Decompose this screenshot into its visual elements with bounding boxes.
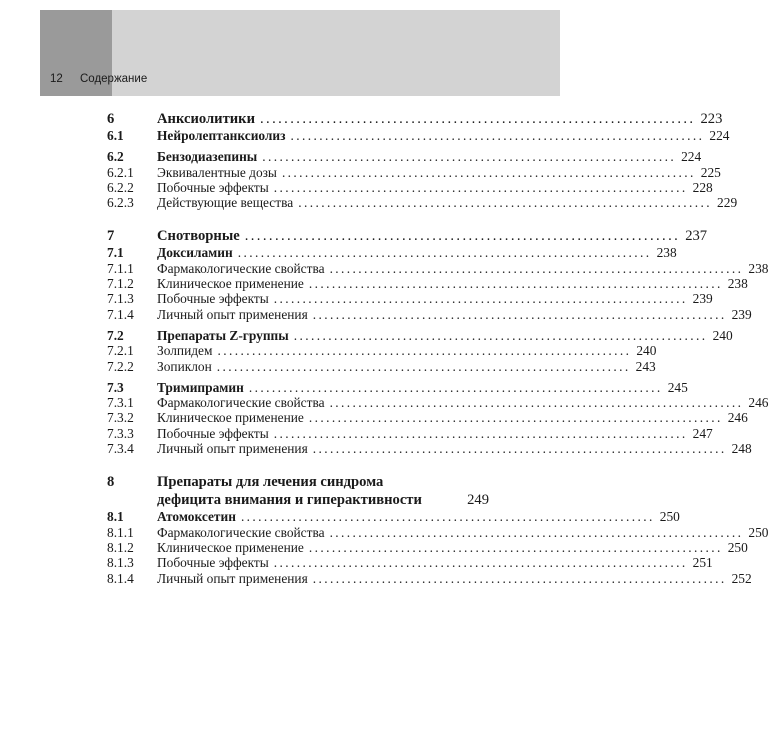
toc-page: 240 [712, 327, 733, 343]
toc-number: 7.3.4 [107, 441, 134, 457]
toc-title: Личный опыт применения [157, 441, 308, 457]
toc-number: 7.3.1 [107, 395, 134, 411]
toc-leader: ........................................................................ [298, 195, 713, 211]
toc-entry-6-2 [107, 149, 702, 165]
toc-page: 245 [667, 379, 688, 395]
toc-title: Клиническое применение [157, 410, 304, 426]
toc-entry-7-3-2 [107, 410, 748, 426]
toc-entry-7-1 [107, 245, 677, 261]
toc-title-line2: дефицита внимания и гиперактивности [157, 492, 422, 509]
toc-number: 7.1.4 [107, 306, 134, 322]
toc-leader: ........................................................................ [244, 228, 681, 245]
toc-page: 229 [717, 195, 738, 211]
toc-title: Личный опыт применения [157, 306, 308, 322]
toc-leader: ........................................................................ [312, 306, 727, 322]
toc-entry-7-3 [107, 379, 688, 395]
toc-title: Тримипрамин [157, 379, 244, 395]
toc-page: 252 [731, 570, 752, 586]
toc-title: Фармакологические свойства [157, 395, 325, 411]
toc-entry-7-2-2 [107, 358, 656, 374]
toc-page: 238 [656, 245, 677, 261]
toc-title: Побочные эффекты [157, 179, 269, 195]
header-title: Содержание [80, 73, 148, 85]
toc-page: 246 [727, 410, 748, 426]
toc-entry-8 [107, 473, 489, 509]
toc-entry-7-1-2 [107, 276, 748, 292]
toc-title-line1: Препараты для лечения синдрома [157, 474, 384, 491]
toc-page: 239 [692, 291, 713, 307]
toc-entry-6-2-3 [107, 195, 738, 211]
toc-title: Золпидем [157, 343, 213, 359]
toc-number: 7.3 [107, 379, 124, 395]
toc-title: Действующие вещества [157, 195, 294, 211]
toc-leader: ........................................................................ [262, 149, 677, 165]
toc-number: 7.2 [107, 327, 124, 343]
toc-entry-7-1-4 [107, 306, 752, 322]
toc-number: 7 [107, 228, 115, 245]
toc-number: 8.1.1 [107, 524, 134, 540]
toc-entry-7-1-1 [107, 260, 769, 276]
toc-entry-7-3-1 [107, 395, 769, 411]
toc-page: 251 [692, 555, 713, 571]
toc-page: 237 [685, 228, 708, 245]
toc-title: Атомоксетин [157, 509, 236, 525]
toc-leader: ........................................................................ [329, 260, 744, 276]
toc-leader: ........................................................................ [217, 343, 632, 359]
toc-leader: ........................................................................ [237, 245, 652, 261]
toc-title: Личный опыт применения [157, 570, 308, 586]
toc-leader: ........................................................................ [308, 276, 723, 292]
toc-leader: ........................................................................ [312, 570, 727, 586]
toc-title: Доксиламин [157, 245, 233, 261]
toc-page: 247 [692, 425, 713, 441]
toc-entry-7-2 [107, 327, 733, 343]
toc-leader: ........................................................................ [273, 555, 688, 571]
toc-title: Эквивалентные дозы [157, 164, 277, 180]
toc-page: 248 [731, 441, 752, 457]
toc-title: Фармакологические свойства [157, 524, 325, 540]
header-page-number: 12 [50, 73, 63, 85]
toc-number: 7.1 [107, 245, 124, 261]
toc-number: 7.1.3 [107, 291, 134, 307]
toc-page: 223 [700, 111, 723, 127]
toc-leader: ........................................................................ [329, 524, 744, 540]
toc-entry-8-1-2 [107, 539, 748, 555]
toc-leader: ........................................................................ [293, 327, 708, 343]
toc-page: 249 [467, 492, 489, 509]
toc-entry-8-1-4 [107, 570, 752, 586]
table-of-contents [107, 110, 769, 586]
toc-page: 224 [709, 128, 730, 143]
toc-title: Анксиолитики [157, 111, 255, 127]
toc-leader: ........................................................................ [273, 291, 688, 307]
toc-page: 250 [748, 524, 769, 540]
toc-leader: ........................................................................ [259, 111, 696, 127]
toc-entry-7-1-3 [107, 291, 713, 307]
toc-number: 7.2.1 [107, 343, 134, 359]
toc-number: 6.2.3 [107, 195, 134, 211]
toc-leader: ........................................................................ [329, 395, 744, 411]
toc-entry-7-3-3 [107, 425, 713, 441]
toc-number: 7.2.2 [107, 358, 134, 374]
toc-title: Побочные эффекты [157, 291, 269, 307]
toc-page: 238 [748, 260, 769, 276]
toc-entry-6 [107, 110, 723, 128]
toc-entry-7 [107, 227, 708, 245]
toc-leader: ........................................................................ [290, 128, 705, 143]
toc-leader: ........................................................................ [240, 509, 655, 525]
toc-entry-6-1 [107, 128, 730, 143]
toc-leader: ........................................................................ [248, 379, 663, 395]
toc-number: 8.1.3 [107, 555, 134, 571]
toc-page: 243 [635, 358, 656, 374]
toc-page: 239 [731, 306, 752, 322]
toc-entry-8-1-1 [107, 524, 769, 540]
toc-number: 8 [107, 474, 115, 491]
toc-number: 6.2.1 [107, 164, 134, 180]
toc-number: 7.3.2 [107, 410, 134, 426]
toc-leader: ........................................................................ [308, 539, 723, 555]
toc-entry-7-3-4 [107, 441, 752, 457]
toc-title: Клиническое применение [157, 539, 304, 555]
toc-entry-6-2-2 [107, 179, 713, 195]
toc-page: 228 [692, 179, 713, 195]
toc-number: 8.1.2 [107, 539, 134, 555]
toc-number: 6.2 [107, 149, 124, 165]
toc-leader: ........................................................................ [273, 179, 688, 195]
toc-entry-8-1-3 [107, 555, 713, 571]
toc-page: 238 [727, 276, 748, 292]
toc-page: 250 [727, 539, 748, 555]
toc-page: 225 [700, 164, 721, 180]
toc-title: Препараты Z-группы [157, 327, 289, 343]
toc-title: Побочные эффекты [157, 555, 269, 571]
toc-entry-6-2-1 [107, 164, 721, 180]
toc-number: 8.1.4 [107, 570, 134, 586]
toc-leader: ........................................................................ [308, 410, 723, 426]
toc-page: 250 [659, 509, 680, 525]
toc-title: Зопиклон [157, 358, 212, 374]
toc-number: 6.2.2 [107, 179, 134, 195]
toc-page: 224 [681, 149, 702, 165]
toc-page: 246 [748, 395, 769, 411]
toc-title [157, 473, 422, 509]
toc-number: 8.1 [107, 509, 124, 525]
toc-title: Снотворные [157, 228, 240, 245]
toc-number: 7.1.1 [107, 260, 134, 276]
toc-number: 6 [107, 111, 115, 127]
toc-leader: ........................................................................ [312, 441, 727, 457]
toc-leader: ........................................................................ [216, 358, 631, 374]
toc-title: Побочные эффекты [157, 425, 269, 441]
toc-number: 7.1.2 [107, 276, 134, 292]
toc-leader: ........................................................................ [281, 164, 696, 180]
toc-title: Клиническое применение [157, 276, 304, 292]
toc-number: 6.1 [107, 128, 124, 143]
toc-title: Фармакологические свойства [157, 260, 325, 276]
toc-leader: ........................................................................ [273, 425, 688, 441]
toc-number: 7.3.3 [107, 425, 134, 441]
toc-title: Нейролептанксиолиз [157, 128, 286, 143]
toc-page: 240 [636, 343, 657, 359]
toc-title: Бензодиазепины [157, 149, 258, 165]
toc-entry-7-2-1 [107, 343, 657, 359]
toc-entry-8-1 [107, 509, 680, 525]
